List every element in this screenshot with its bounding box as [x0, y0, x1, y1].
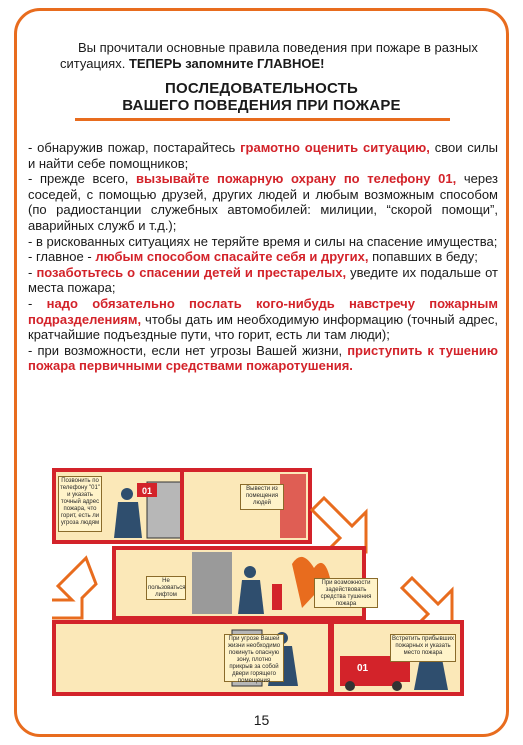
- caption-extinguish: При возможности задействовать средства тушения пожара: [314, 578, 378, 608]
- rules-list: [28, 140, 498, 374]
- page-number: 15: [253, 712, 270, 728]
- elevator-shape: [192, 552, 232, 614]
- caption-evacuate: Вывести из помещения людей: [240, 484, 284, 510]
- extinguisher-icon: [272, 584, 282, 610]
- rule-item: - позаботьтесь о спасении детей и престарелых, уведите их подальше от места пожара;: [28, 264, 499, 296]
- title-line-2: ВАШЕГО ПОВЕДЕНИЯ ПРИ ПОЖАРЕ: [122, 97, 401, 114]
- firefighter-head: [244, 566, 256, 578]
- caption-no-elevator: Не пользоваться лифтом: [148, 578, 186, 598]
- caption-leave: При угрозе Вашей жизни необходимо покинуть опасную зону, плотно прикрыв за собой двери горящего помещения: [224, 634, 284, 682]
- rule-item: - при возможности, если нет угрозы Вашей жизни, приступить к тушению пожара первичными средствами пожаротушения.: [28, 342, 498, 374]
- rule-item: - прежде всего, вызывайте пожарную охрану по телефону 01, через соседей, с помощью друзей, других людей и любым возможным способом (по радиостанции служебных автомобилей: милиции, “скорой помощи”, аварийных служб и т.д.);: [28, 171, 499, 233]
- intro-paragraph: [60, 40, 500, 72]
- intro-text: Вы прочитали основные правила поведения при пожаре в разных ситуациях.: [60, 40, 478, 71]
- firefighter-body: [238, 580, 264, 614]
- title-underline: [75, 118, 450, 121]
- person-body: [114, 502, 142, 538]
- arrow-down-right-icon: [312, 498, 366, 552]
- caption-meet: Встретить прибывших пожарных и указать место пожара: [390, 634, 456, 662]
- fire-truck-cab: [392, 660, 410, 682]
- intro-tail: запомните ГЛАВНОЕ!: [185, 56, 325, 71]
- arrow-down-left-icon: [52, 558, 96, 618]
- truck-wheel: [345, 681, 355, 691]
- rule-item: - в рискованных ситуациях не теряйте время и силы на спасение имущества;: [28, 233, 498, 249]
- rule-item: - надо обязательно послать кого-нибудь навстречу пожарным подразделениям, чтобы дать им необходимую информацию (точный адрес, кратчайшие подъездные пути, что горит, есть ли там люди);: [28, 295, 498, 343]
- fire-procedure-illustration: [52, 468, 468, 696]
- intro-bold: ТЕПЕРЬ: [128, 56, 182, 71]
- person-head: [121, 488, 133, 500]
- title-line-1: ПОСЛЕДОВАТЕЛЬНОСТЬ: [165, 80, 358, 97]
- page-title: [0, 80, 523, 114]
- caption-call: Позвонить по телефону "01" и указать точный адрес пожара, что горит, есть ли угроза людям: [58, 476, 102, 532]
- phone-sign-text: 01: [141, 486, 153, 496]
- rule-item: - обнаружив пожар, постарайтесь грамотно оценить ситуацию, свои силы и найти себе помощников;: [28, 140, 499, 171]
- rule-item: - главное - любым способом спасайте себя и других, попавших в беду;: [28, 249, 478, 265]
- truck-sign-text: 01: [357, 663, 369, 674]
- truck-wheel: [392, 681, 402, 691]
